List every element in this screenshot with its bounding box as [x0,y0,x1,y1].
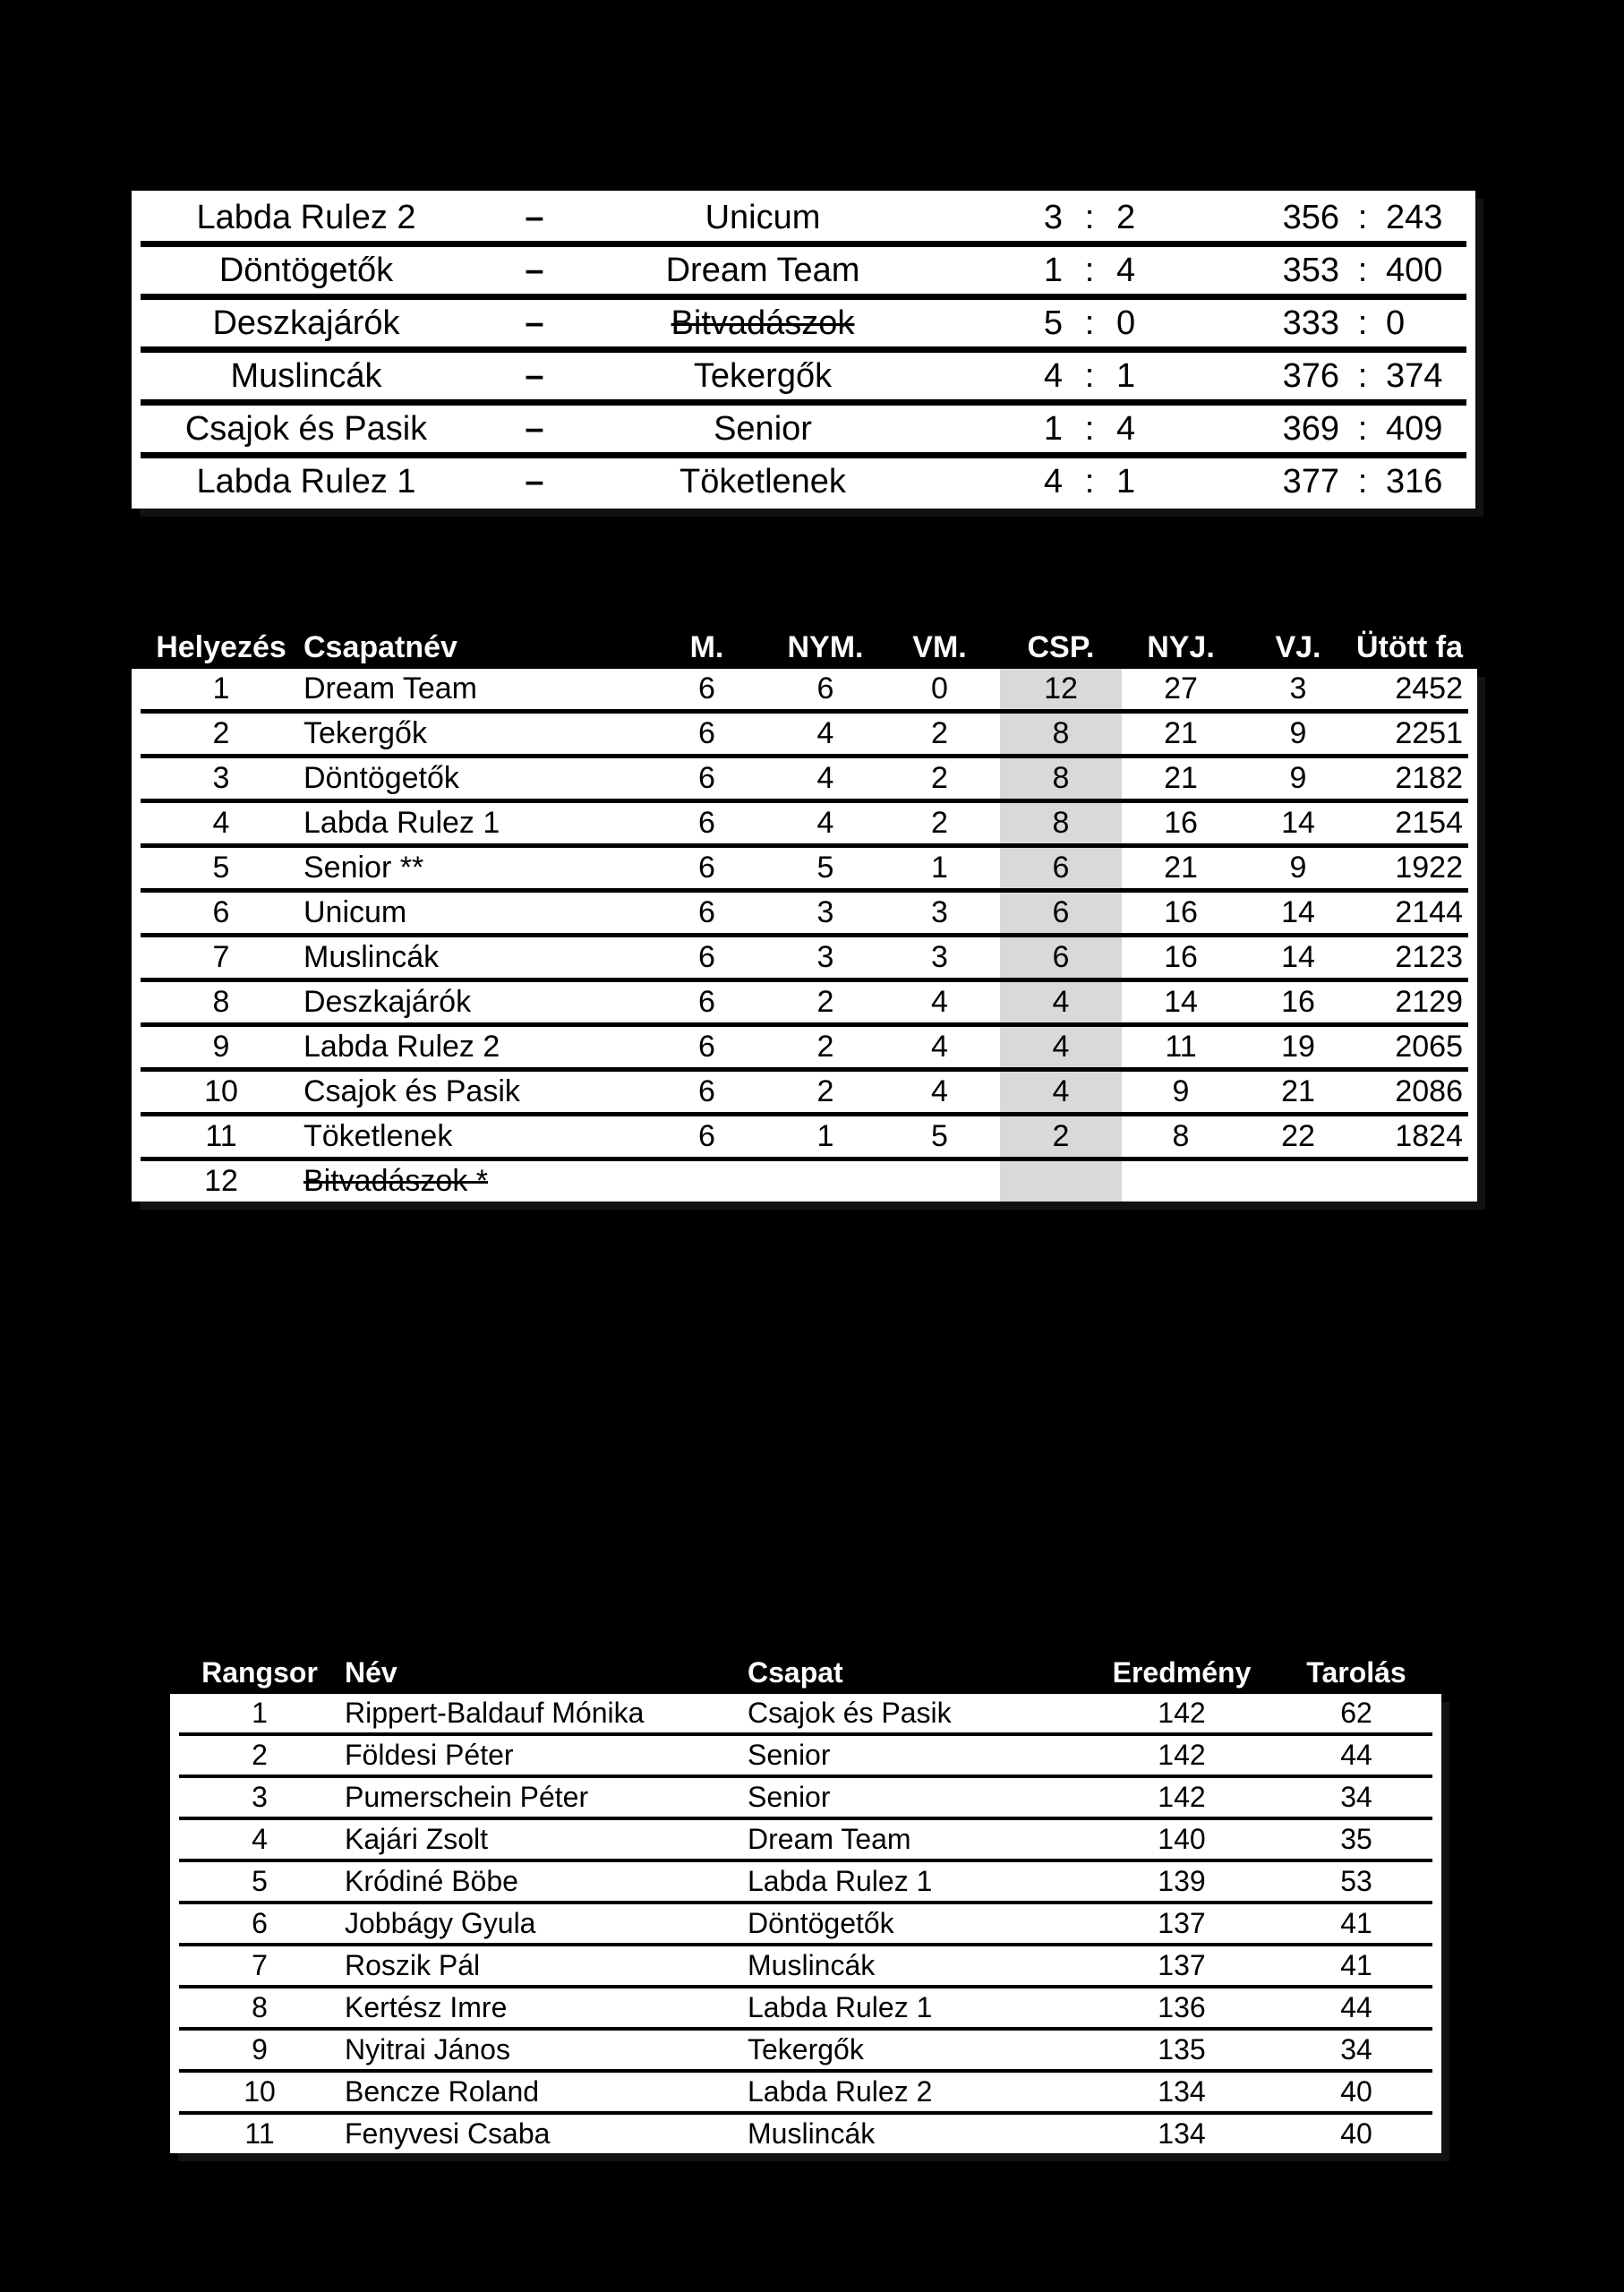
home-sets: 1 [1043,251,1063,289]
matches: 6 [698,806,715,840]
pins-total: 2182 [1395,761,1463,795]
player-strikes: 34 [1340,2033,1372,2065]
rank-value: 6 [212,895,230,929]
away-sets: 2 [1116,198,1136,236]
pins-total: 1824 [1395,1119,1463,1153]
pins-total: 2452 [1395,671,1463,706]
sets-colon: : [1084,198,1095,236]
rank-value: 4 [212,806,230,840]
games-lost: 3 [1289,671,1307,706]
team-name: Labda Rulez 2 [303,1030,500,1064]
games-won: 11 [1165,1030,1197,1064]
spacer [1179,353,1233,399]
games-lost: 9 [1289,761,1307,795]
standings-row [141,799,1468,843]
match-row [141,294,1466,346]
away-pins: 316 [1386,462,1443,500]
rank-value: 10 [244,2075,276,2108]
rank-value: 9 [252,2033,268,2065]
vs-dash: – [525,251,544,289]
home-team: Labda Rulez 1 [196,462,416,500]
player-name: Nyitrai János [345,2033,510,2065]
wins: 2 [816,985,834,1019]
matches: 6 [698,671,715,706]
player-name: Kródiné Böbe [345,1865,518,1897]
points [1000,1161,1122,1202]
player-strikes: 40 [1340,2075,1372,2108]
team-name: Muslincák [303,940,440,974]
sets-colon: : [1084,409,1095,448]
home-team: Muslincák [230,356,382,395]
games-won: 21 [1164,851,1198,885]
header-csapat: Csapat [748,1656,843,1689]
home-team: Csajok és Pasik [184,409,428,448]
pins-total: 1922 [1395,851,1463,885]
player-strikes: 62 [1340,1697,1372,1729]
individual-row [179,1817,1432,1859]
player-score: 135 [1158,2033,1206,2065]
wins: 1 [816,1119,834,1153]
player-team: Muslincák [748,2117,876,2150]
match-row [141,452,1466,505]
player-name: Rippert-Baldauf Mónika [345,1697,645,1729]
away-sets: 1 [1116,356,1136,395]
spacer [1179,247,1233,294]
pins-total: 2251 [1395,716,1463,750]
player-score: 136 [1158,1991,1206,2023]
spacer [928,406,1000,452]
standings-row [141,978,1468,1022]
pins-total [1356,1161,1468,1202]
player-team: Muslincák [748,1949,876,1981]
wins: 2 [816,1074,834,1108]
header-rangsor: Rangsor [201,1656,318,1689]
rank-value: 11 [205,1119,237,1153]
spacer [1179,406,1233,452]
points: 8 [1000,758,1122,799]
team-name: Döntögetők [303,761,459,795]
wins: 3 [816,940,834,974]
pins-total: 2129 [1395,985,1463,1019]
player-score: 137 [1158,1907,1206,1939]
games-won: 9 [1172,1074,1190,1108]
pins-colon: : [1357,251,1368,289]
away-pins: 0 [1386,304,1406,342]
away-team: Tekergők [693,356,833,395]
player-strikes: 53 [1340,1865,1372,1897]
games-lost: 9 [1289,851,1307,885]
home-sets: 4 [1043,462,1063,500]
player-name: Földesi Péter [345,1739,514,1771]
player-team: Labda Rulez 1 [748,1865,933,1897]
games-won: 16 [1164,806,1198,840]
standings-row [141,843,1468,888]
matches: 6 [698,761,715,795]
player-score: 142 [1158,1697,1206,1729]
match-results-body [132,191,1475,509]
player-score: 134 [1158,2075,1206,2108]
rank-value: 1 [212,671,230,706]
spacer [1179,458,1233,505]
player-name: Pumerschein Péter [345,1781,589,1813]
points: 8 [1000,803,1122,843]
team-name: Dream Team [303,671,477,706]
header-nyj: NYJ. [1147,630,1215,664]
rank-value: 7 [212,940,230,974]
games-won: 8 [1172,1119,1190,1153]
header-nev: Név [345,1656,397,1689]
individual-row [179,1859,1432,1901]
pins-colon: : [1357,198,1368,236]
standings-row [141,754,1468,799]
spacer [1179,300,1233,346]
rank-value: 7 [252,1949,268,1981]
home-pins: 377 [1282,462,1339,500]
losses: 1 [931,851,948,885]
away-team: Töketlenek [680,462,846,500]
spacer [928,247,1000,294]
header-vj: VJ. [1275,630,1321,664]
match-row [141,194,1466,241]
home-pins: 333 [1282,304,1339,342]
away-team: Unicum [705,198,821,236]
pins-total: 2086 [1395,1074,1463,1108]
losses: 3 [931,895,948,929]
games-lost: 14 [1281,806,1315,840]
home-team: Labda Rulez 2 [196,198,416,236]
match-row [141,346,1466,399]
matches: 6 [698,1119,715,1153]
rank-value: 12 [204,1164,238,1198]
team-name: Deszkajárók [303,985,472,1019]
team-name: Unicum [303,895,407,929]
individual-row [179,2069,1432,2111]
rank-value: 2 [212,716,230,750]
away-team: Bitvadászok [671,304,855,342]
losses: 2 [931,716,948,750]
home-team: Deszkajárók [212,304,400,342]
away-pins: 374 [1386,356,1443,395]
spacer [1179,194,1233,241]
wins: 4 [816,761,834,795]
player-score: 142 [1158,1781,1206,1813]
losses: 4 [931,1030,948,1064]
points: 4 [1000,982,1122,1022]
games-won: 16 [1164,940,1198,974]
sets-colon: : [1084,304,1095,342]
vs-dash: – [525,462,544,500]
player-name: Fenyvesi Csaba [345,2117,551,2150]
rank-value: 2 [252,1739,268,1771]
games-won: 14 [1164,985,1198,1019]
vs-dash: – [525,356,544,395]
rank-value: 5 [212,851,230,885]
individual-ranking-table [170,1652,1441,2153]
standings-row [141,888,1468,933]
match-row [141,399,1466,452]
player-strikes: 41 [1340,1907,1372,1939]
standings-row [141,1112,1468,1157]
away-sets: 4 [1116,409,1136,448]
player-team: Tekergők [748,2033,864,2065]
rank-value: 4 [252,1823,268,1855]
losses: 2 [931,806,948,840]
points: 6 [1000,848,1122,888]
individual-row [179,1943,1432,1985]
individual-row [179,2111,1432,2153]
vs-dash: – [525,198,544,236]
standings-table [132,627,1477,1202]
games-won [1122,1161,1240,1202]
games-lost: 14 [1281,895,1315,929]
matches: 6 [698,851,715,885]
standings-row [141,709,1468,754]
matches: 6 [698,716,715,750]
player-team: Labda Rulez 2 [748,2075,933,2108]
individual-row [179,1775,1432,1817]
wins: 2 [816,1030,834,1064]
player-score: 140 [1158,1823,1206,1855]
home-pins: 376 [1282,356,1339,395]
points: 6 [1000,893,1122,933]
pins-total: 2154 [1395,806,1463,840]
games-lost: 14 [1281,940,1315,974]
points: 2 [1000,1116,1122,1157]
match-results-table [132,191,1475,509]
losses: 4 [931,1074,948,1108]
team-name: Senior ** [303,851,424,885]
rank-value: 3 [212,761,230,795]
header-vm: VM. [912,630,967,664]
pins-colon: : [1357,409,1368,448]
wins: 4 [816,806,834,840]
pins-total: 2123 [1395,940,1463,974]
home-sets: 5 [1043,304,1063,342]
games-won: 21 [1164,716,1198,750]
pins-colon: : [1357,304,1368,342]
away-team: Senior [714,409,812,448]
away-sets: 0 [1116,304,1136,342]
team-name: Labda Rulez 1 [303,806,500,840]
wins: 5 [816,851,834,885]
wins [772,1161,879,1202]
player-name: Roszik Pál [345,1949,481,1981]
games-lost: 19 [1281,1030,1315,1064]
individual-row [179,2027,1432,2069]
team-name: Bitvadászok * [303,1164,488,1198]
player-name: Kajári Zsolt [345,1823,489,1855]
rank-value: 5 [252,1865,268,1897]
sets-colon: : [1084,251,1095,289]
spacer [928,458,1000,505]
away-sets: 4 [1116,251,1136,289]
vs-dash: – [525,409,544,448]
losses: 2 [931,761,948,795]
player-name: Jobbágy Gyula [345,1907,536,1939]
standings-header [132,627,1477,669]
games-won: 21 [1164,761,1198,795]
rank-value: 6 [252,1907,268,1939]
header-helyezes: Helyezés [156,630,286,664]
games-lost: 21 [1281,1074,1315,1108]
standings-row [141,669,1468,709]
standings-row [141,1022,1468,1067]
team-name: Töketlenek [303,1119,453,1153]
player-strikes: 34 [1340,1781,1372,1813]
matches: 6 [698,1074,715,1108]
away-pins: 243 [1386,198,1443,236]
individual-row [179,1985,1432,2027]
losses: 4 [931,985,948,1019]
standings-row [141,1157,1468,1202]
games-won: 16 [1164,895,1198,929]
home-sets: 3 [1043,198,1063,236]
games-lost: 9 [1289,716,1307,750]
spacer [928,194,1000,241]
rank-value: 10 [204,1074,238,1108]
wins: 4 [816,716,834,750]
pins-total: 2144 [1395,895,1463,929]
player-score: 142 [1158,1739,1206,1771]
header-eredmeny: Eredmény [1112,1656,1252,1689]
rank-value: 1 [252,1697,268,1729]
player-strikes: 41 [1340,1949,1372,1981]
individual-header [170,1652,1441,1694]
rank-value: 8 [212,985,230,1019]
pins-colon: : [1357,462,1368,500]
losses: 5 [931,1119,948,1153]
header-csp: CSP. [1027,630,1095,664]
sets-colon: : [1084,462,1095,500]
home-team: Döntögetők [218,251,394,289]
matches: 6 [698,1030,715,1064]
games-lost: 22 [1281,1119,1315,1153]
wins: 6 [816,671,834,706]
rank-value: 9 [212,1030,230,1064]
points: 8 [1000,714,1122,754]
losses: 3 [931,940,948,974]
team-name: Csajok és Pasik [303,1074,520,1108]
vs-dash: – [525,304,544,342]
player-strikes: 44 [1340,1739,1372,1771]
player-score: 134 [1158,2117,1206,2150]
player-score: 137 [1158,1949,1206,1981]
header-m: M. [689,630,724,664]
points: 4 [1000,1072,1122,1112]
losses [879,1161,1000,1202]
individual-row [179,1694,1432,1732]
header-utott-fa: Ütött fa [1356,630,1463,664]
player-team: Senior [748,1781,831,1813]
away-team: Dream Team [665,251,860,289]
home-pins: 353 [1282,251,1339,289]
points: 4 [1000,1027,1122,1067]
standings-body [132,669,1477,1202]
home-pins: 369 [1282,409,1339,448]
sets-colon: : [1084,356,1095,395]
standings-row [141,1067,1468,1112]
player-strikes: 44 [1340,1991,1372,2023]
away-pins: 409 [1386,409,1443,448]
pins-total: 2065 [1395,1030,1463,1064]
matches: 6 [698,895,715,929]
games-lost [1240,1161,1356,1202]
header-nym: NYM. [787,630,864,664]
rank-value: 3 [252,1781,268,1813]
matches: 6 [698,940,715,974]
match-row [141,241,1466,294]
header-csapatnev: Csapatnév [303,630,457,664]
player-score: 139 [1158,1865,1206,1897]
spacer [928,353,1000,399]
standings-row [141,933,1468,978]
wins: 3 [816,895,834,929]
team-name: Tekergők [303,716,427,750]
player-team: Labda Rulez 1 [748,1991,933,2023]
games-lost: 16 [1281,985,1315,1019]
away-pins: 400 [1386,251,1443,289]
player-team: Döntögetők [748,1907,894,1939]
player-team: Senior [748,1739,831,1771]
spacer [928,300,1000,346]
individual-body [170,1694,1441,2153]
rank-value: 11 [244,2117,275,2150]
home-pins: 356 [1282,198,1339,236]
player-name: Kertész Imre [345,1991,508,2023]
individual-row [179,1901,1432,1943]
games-won: 27 [1164,671,1198,706]
pins-colon: : [1357,356,1368,395]
player-team: Dream Team [748,1823,911,1855]
points: 12 [1000,669,1122,709]
individual-row [179,1732,1432,1775]
away-sets: 1 [1116,462,1136,500]
player-team: Csajok és Pasik [748,1697,952,1729]
home-sets: 1 [1043,409,1063,448]
player-strikes: 35 [1340,1823,1372,1855]
losses: 0 [931,671,948,706]
player-strikes: 40 [1340,2117,1372,2150]
header-tarolas: Tarolás [1306,1656,1406,1689]
matches [642,1161,772,1202]
points: 6 [1000,937,1122,978]
matches: 6 [698,985,715,1019]
player-name: Bencze Roland [345,2075,540,2108]
rank-value: 8 [252,1991,268,2023]
home-sets: 4 [1043,356,1063,395]
